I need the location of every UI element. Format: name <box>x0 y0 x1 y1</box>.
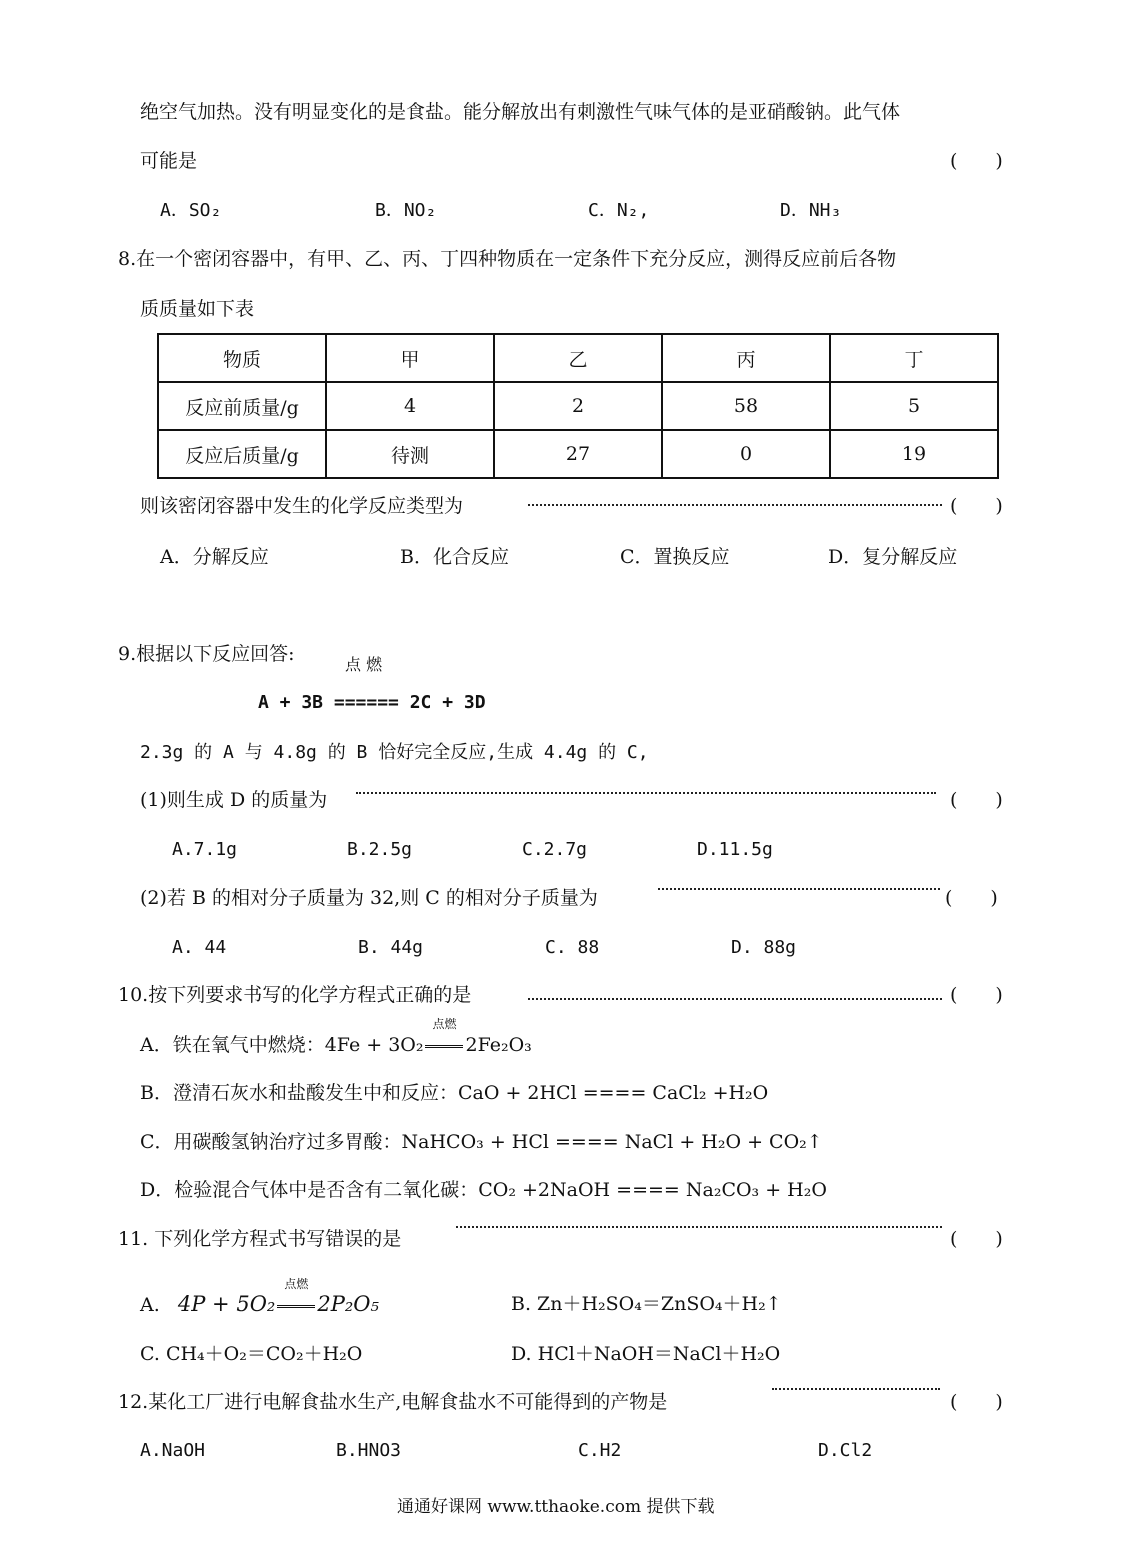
q8-option-c: C．置换反应 <box>620 546 730 568</box>
q10-option-d: D．检验混合气体中是否含有二氧化碳：CO₂ +2NaOH ==== Na₂CO₃ + H₂O <box>140 1179 827 1201</box>
double-equals-sign <box>277 1305 315 1308</box>
q9-sub2-question: (2)若 B 的相对分子质量为 32,则 C 的相对分子质量为 <box>140 887 598 909</box>
q8-option-d: D．复分解反应 <box>828 546 958 568</box>
q9-sub2-option-d: D. 88g <box>731 937 797 958</box>
q10-paren: ( ) <box>950 984 1003 1006</box>
table-cell: 0 <box>662 430 830 478</box>
q12-question: 12.某化工厂进行电解食盐水生产,电解食盐水不可能得到的产物是 <box>118 1391 668 1413</box>
q9-sub2-option-c: C. 88 <box>545 937 600 958</box>
reaction-arrow <box>423 1017 465 1057</box>
q7-line2: 可能是 <box>140 150 198 172</box>
q8-line1: 8.在一个密闭容器中，有甲、乙、丙、丁四种物质在一定条件下充分反应，测得反应前后各物 <box>118 248 897 270</box>
table-cell: 19 <box>830 430 998 478</box>
q9-sub2-option-a: A. 44 <box>172 937 227 958</box>
q8-option-b: B．化合反应 <box>400 546 509 568</box>
q9-sub1-option-d: D.11.5g <box>697 839 773 860</box>
q11-paren: ( ) <box>950 1228 1003 1250</box>
q9-sub1-paren: ( ) <box>950 789 1003 811</box>
table-cell: 待测 <box>326 430 494 478</box>
reaction-condition: 点燃 <box>284 1277 309 1291</box>
q11-option-a-label: A. <box>140 1294 160 1316</box>
q10-option-a <box>140 1017 532 1057</box>
q9-equation: A + 3B ====== 2C + 3D <box>258 692 486 713</box>
table-cell: 丁 <box>830 334 998 382</box>
q11-option-d: D. HCl＋NaOH＝NaCl＋H₂O <box>511 1343 781 1365</box>
table-cell: 物质 <box>158 334 326 382</box>
reaction-condition: 点燃 <box>432 1017 457 1031</box>
q10-option-a-rhs: 2Fe₂O₃ <box>465 1034 532 1056</box>
q9-given: 2.3g 的 A 与 4.8g 的 B 恰好完全反应,生成 4.4g 的 C, <box>140 742 649 763</box>
q8-question: 则该密闭容器中发生的化学反应类型为 <box>140 495 464 517</box>
table-cell: 反应后质量/g <box>158 430 326 478</box>
q10-option-c: C．用碳酸氢钠治疗过多胃酸：NaHCO₃ + HCl ==== NaCl + H₂O + CO₂↑ <box>140 1131 823 1153</box>
q7-option-c: C．N₂, <box>588 200 650 221</box>
q11-option-a-rhs: 2P₂O₅ <box>317 1292 379 1316</box>
q9-sub1-option-b: B.2.5g <box>347 839 413 860</box>
dotted-leader <box>456 1226 942 1228</box>
table-cell: 乙 <box>494 334 662 382</box>
q10-option-b: B．澄清石灰水和盐酸发生中和反应：CaO + 2HCl ==== CaCl₂ +H₂O <box>140 1082 769 1104</box>
q11-option-a-lhs: 4P + 5O₂ <box>177 1292 276 1316</box>
mass-table <box>157 333 999 479</box>
q11-question: 11. 下列化学方程式书写错误的是 <box>118 1228 402 1250</box>
dotted-leader <box>772 1388 940 1390</box>
table-cell: 丙 <box>662 334 830 382</box>
q9-sub2-paren: ( ) <box>945 887 998 909</box>
q8-line2: 质质量如下表 <box>140 298 255 320</box>
q8-answer-paren: ( ) <box>950 495 1003 517</box>
q7-option-b: B．NO₂ <box>375 200 437 221</box>
q10-question: 10.按下列要求书写的化学方程式正确的是 <box>118 984 472 1006</box>
table-row <box>158 382 998 430</box>
q12-option-c: C.H2 <box>578 1440 622 1461</box>
q11-option-a <box>140 1277 379 1317</box>
dotted-leader <box>356 792 936 794</box>
q12-option-a: A.NaOH <box>140 1440 206 1461</box>
q7-line1: 绝空气加热。没有明显变化的是食盐。能分解放出有刺激性气味气体的是亚硝酸钠。此气体 <box>140 101 901 123</box>
q9-reaction-condition: 点 燃 <box>345 655 383 674</box>
q9-sub1-question: (1)则生成 D 的质量为 <box>140 789 328 811</box>
table-cell: 5 <box>830 382 998 430</box>
table-row <box>158 430 998 478</box>
dotted-leader <box>528 504 942 506</box>
q11-option-c: C. CH₄＋O₂＝CO₂＋H₂O <box>140 1343 363 1365</box>
q7-answer-paren: ( ) <box>950 150 1003 172</box>
table-cell: 27 <box>494 430 662 478</box>
table-cell: 2 <box>494 382 662 430</box>
q9-intro: 9.根据以下反应回答: <box>118 643 295 665</box>
q12-paren: ( ) <box>950 1391 1003 1413</box>
reaction-arrow <box>275 1277 317 1317</box>
table-cell: 反应前质量/g <box>158 382 326 430</box>
table-cell: 58 <box>662 382 830 430</box>
q11-option-b: B. Zn＋H₂SO₄＝ZnSO₄＋H₂↑ <box>511 1293 782 1315</box>
q9-sub1-option-c: C.2.7g <box>522 839 588 860</box>
table-cell: 甲 <box>326 334 494 382</box>
q10-option-a-lhs: A．铁在氧气中燃烧：4Fe + 3O₂ <box>140 1034 424 1056</box>
q12-option-d: D.Cl2 <box>818 1440 873 1461</box>
page-footer: 通通好课网 www.tthaoke.com 提供下载 <box>397 1497 715 1517</box>
q12-option-b: B.HNO3 <box>336 1440 402 1461</box>
double-equals-sign <box>425 1045 463 1048</box>
q8-option-a: A．分解反应 <box>160 546 269 568</box>
dotted-leader <box>658 888 940 890</box>
table-cell: 4 <box>326 382 494 430</box>
q7-option-a: A．SO₂ <box>160 200 222 221</box>
table-header-row <box>158 334 998 382</box>
q9-sub1-option-a: A.7.1g <box>172 839 238 860</box>
q7-option-d: D．NH₃ <box>780 200 842 221</box>
q9-sub2-option-b: B. 44g <box>358 937 424 958</box>
dotted-leader <box>528 998 942 1000</box>
